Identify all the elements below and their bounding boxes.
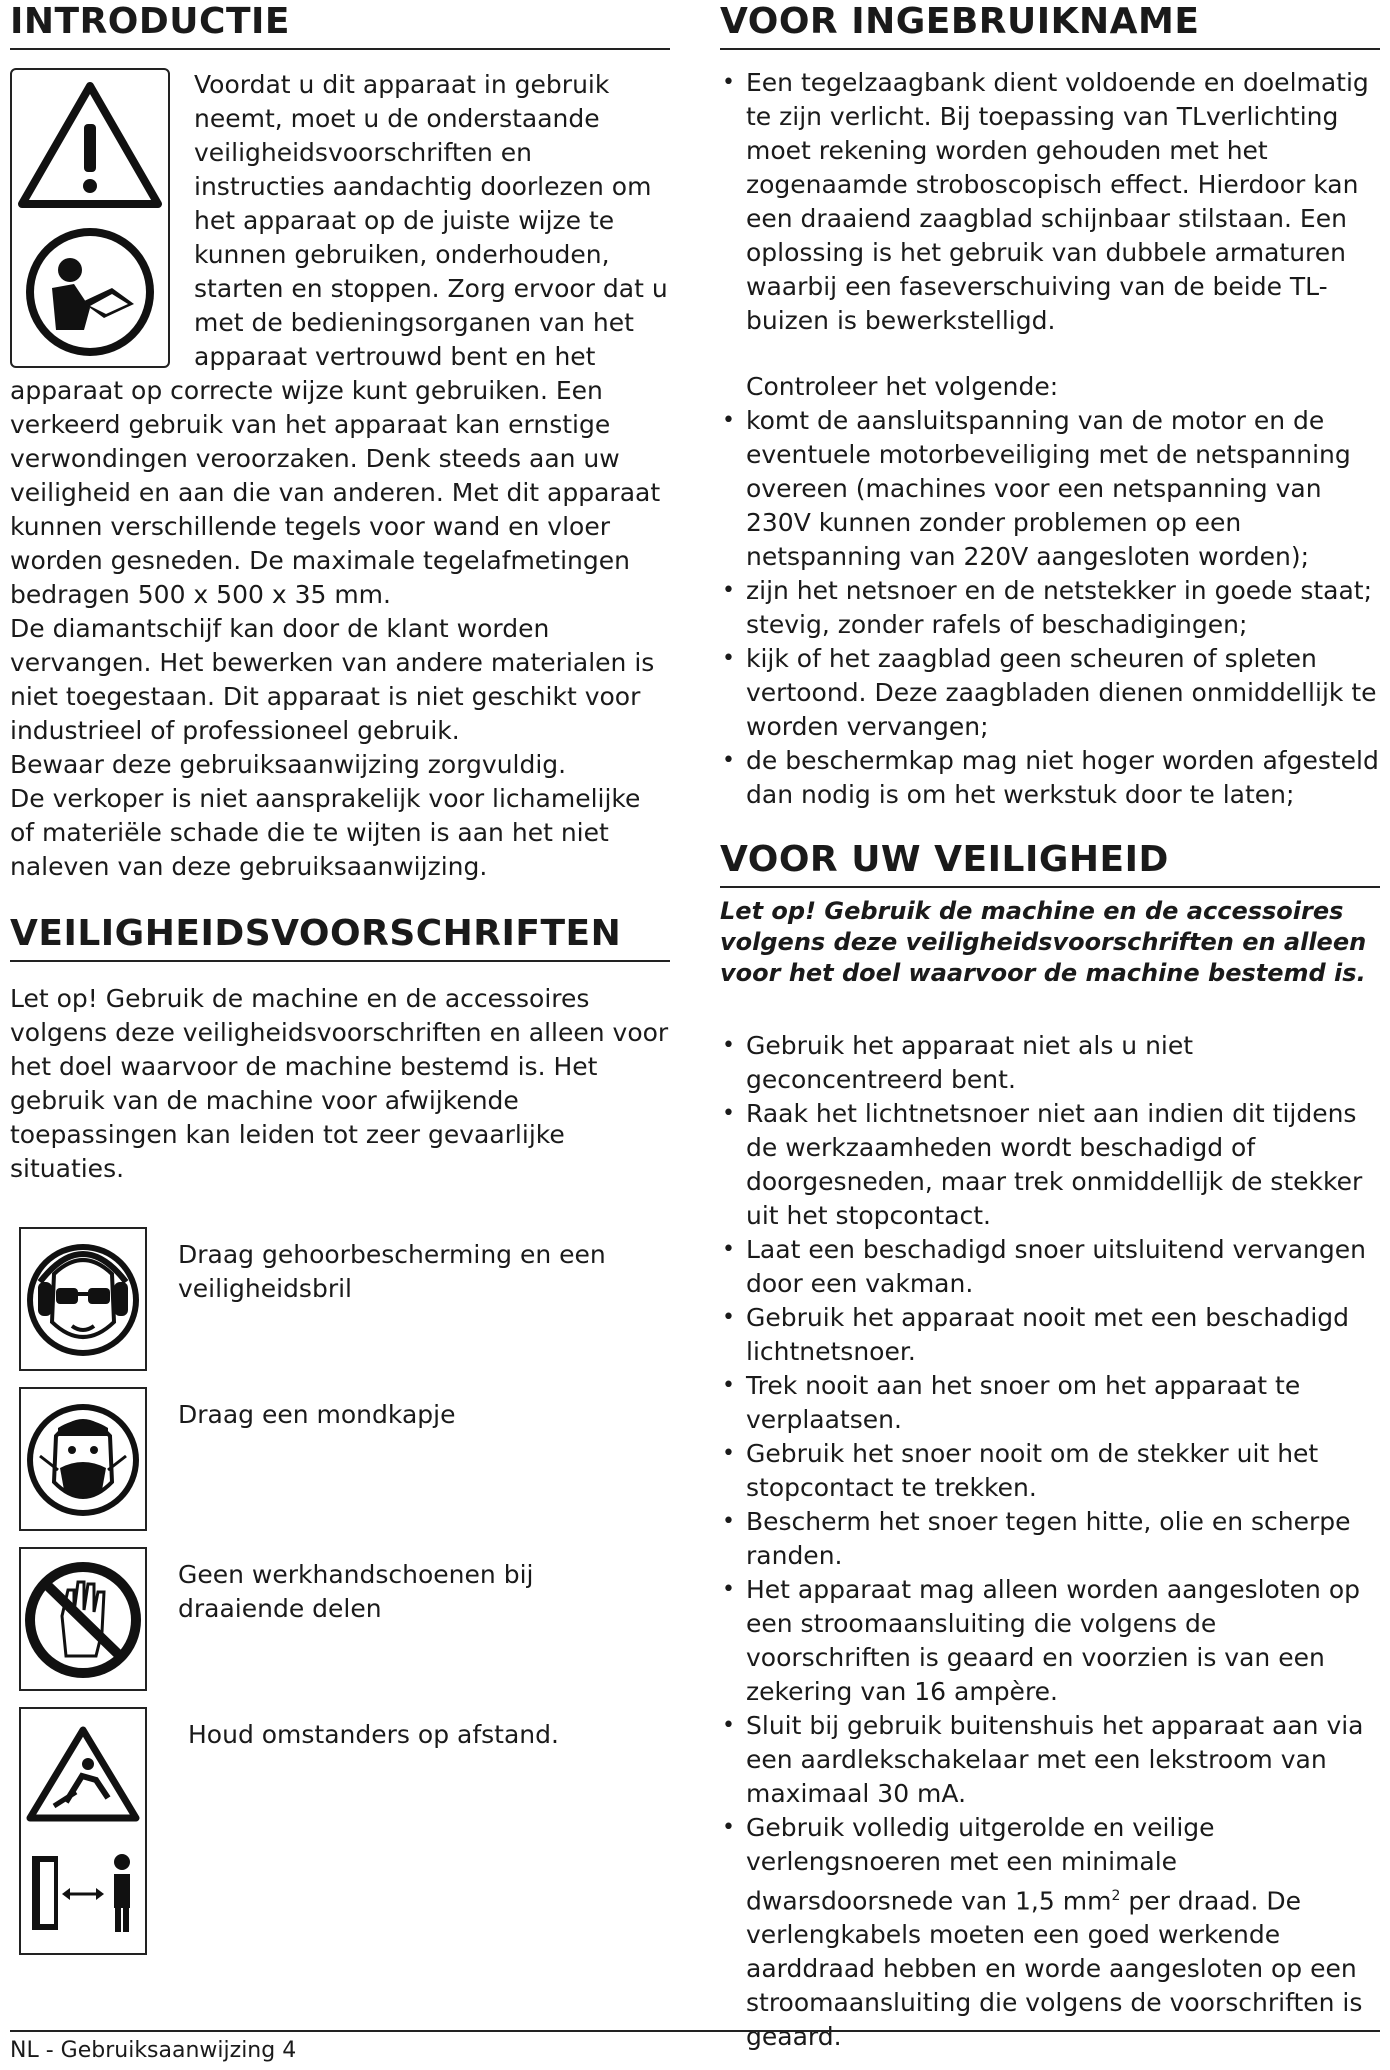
list-item: • Raak het lichtnetsnoer niet aan indien dit tijdens de werkzaamheden wordt beschadigd of doorgesneden, maar trek onmiddellijk de stekker uit het stopcontact. — [720, 1097, 1380, 1233]
footer-separator: - — [45, 2038, 54, 2063]
list-item: • de beschermkap mag niet hoger worden afgesteld dan nodig is om het werkstuk door te laten; — [720, 744, 1380, 812]
pictogram-row — [10, 1386, 670, 1546]
intro-block — [10, 68, 670, 884]
check-intro: Controleer het volgende: — [746, 372, 1059, 401]
no-gloves-icon — [18, 1546, 148, 1692]
pictogram-row — [10, 1226, 670, 1386]
list-item: • Gebruik het apparaat nooit met een beschadigd lichtnetsnoer. — [720, 1301, 1380, 1369]
intro-paragraph-4: De verkoper is niet aansprakelijk voor lichamelijke of materiële schade die te wijten is aan het niet naleven van deze gebruiksaanwijzing. — [10, 784, 641, 881]
list-item: • Gebruik het snoer nooit om de stekker uit het stopcontact te trekken. — [720, 1437, 1380, 1505]
safety-rules-heading: VEILIGHEIDSVOORSCHRIFTEN — [10, 912, 670, 962]
pictogram-label: Draag gehoorbescherming en een veiligheidsbril — [178, 1240, 606, 1303]
list-item-extension-cords — [720, 1811, 1380, 2054]
footer-page-number: 4 — [282, 2038, 297, 2063]
keep-bystanders-away-icon — [18, 1706, 148, 1956]
your-safety-heading: VOOR UW VEILIGHEID — [720, 838, 1380, 888]
safety-rules-text: Let op! Gebruik de machine en de accessoires volgens deze veiligheidsvoorschriften en alleen voor het doel waarvoor de machine bestemd is. Het gebruik van de machine voor afwijkende toepassingen kan leiden tot zeer gevaarlijke situaties. — [10, 984, 669, 1183]
pictogram-label: Draag een mondkapje — [178, 1400, 456, 1429]
left-column — [10, 0, 670, 1956]
intro-pictogram-panel — [10, 68, 170, 368]
list-item: • kijk of het zaagblad geen scheuren of spleten vertoond. Deze zaagbladen dienen onmiddellijk te worden vervangen; — [720, 642, 1380, 744]
list-item: • Laat een beschadigd snoer uitsluitend vervangen door een vakman. — [720, 1233, 1380, 1301]
list-item: • zijn het netsnoer en de netstekker in goede staat; stevig, zonder rafels of beschadigingen; — [720, 574, 1380, 642]
list-item: • Sluit bij gebruik buitenshuis het apparaat aan via een aardlekschakelaar met een lekstroom van maximaal 30 mA. — [720, 1709, 1380, 1811]
list-item: • Trek nooit aan het snoer om het apparaat te verplaatsen. — [720, 1369, 1380, 1437]
pictogram-label: Houd omstanders op afstand. — [188, 1720, 559, 1749]
before-use-heading: VOOR INGEBRUIKNAME — [720, 0, 1380, 50]
list-item: • Gebruik het apparaat niet als u niet geconcentreerd bent. — [720, 1029, 1380, 1097]
footer-title: Gebruiksaanwijzing — [60, 2038, 276, 2063]
safety-list — [720, 1029, 1380, 2054]
right-column — [720, 0, 1380, 2054]
pictogram-row — [10, 1706, 670, 1956]
list-item-text-a: Gebruik volledig uitgerolde en veilige verlengsnoeren met een minimale dwarsdoorsnede van 1,5 mm — [746, 1813, 1215, 1916]
intro-paragraph-2: De diamantschijf kan door de klant worden vervangen. Het bewerken van andere materialen is niet toegestaan. Dit apparaat is niet geschikt voor industrieel of professioneel gebruik. — [10, 614, 655, 745]
list-item: • Het apparaat mag alleen worden aangesloten op een stroomaansluiting die volgens de voorschriften is geaard en voorzien is van een zekering van 16 ampère. — [720, 1573, 1380, 1709]
list-item: • Bescherm het snoer tegen hitte, olie en scherpe randen. — [720, 1505, 1380, 1573]
list-item: • komt de aansluitspanning van de motor en de eventuele motorbeveiliging met de netspanning overeen (machines voor een netspanning van 230V kunnen zonder problemen op een netspanning van 220V aangesloten worden); — [720, 404, 1380, 574]
safety-warning: Let op! Gebruik de machine en de accessoires volgens deze veiligheidsvoorschriften en alleen voor het doel waarvoor de machine bestemd is. — [720, 897, 1367, 987]
intro-heading: INTRODUCTIE — [10, 0, 670, 50]
footer-language: NL — [10, 2038, 39, 2063]
pictogram-list — [10, 1226, 670, 1956]
intro-paragraph-3: Bewaar deze gebruiksaanwijzing zorgvuldig. — [10, 750, 567, 779]
superscript-2: 2 — [1111, 1888, 1121, 1904]
check-list — [720, 404, 1380, 812]
pictogram-label: Geen werkhandschoenen bij draaiende delen — [178, 1560, 534, 1623]
before-use-list — [720, 66, 1380, 338]
list-item-text-b: per draad. De verlengkabels moeten een goed werkende aarddraad hebben en worde aangesloten op een stroomaansluiting die volgens de voorschriften is geaard. — [746, 1886, 1363, 2052]
list-item: • Een tegelzaagbank dient voldoende en doelmatig te zijn verlicht. Bij toepassing van TLverlichting moet rekening worden gehouden met het zogenaamde stroboscopisch effect. Hierdoor kan een draaiend zaagblad schijnbaar stilstaan. Een oplossing is het gebruik van dubbele armaturen waarbij een faseverschuiving van de beide TL-buizen is bewerkstelligd. — [720, 66, 1380, 338]
page-footer — [10, 2030, 1380, 2063]
dust-mask-icon — [18, 1386, 148, 1532]
warning-triangle-icon — [12, 76, 168, 216]
ear-and-eye-protection-icon — [18, 1226, 148, 1372]
read-manual-icon — [12, 218, 168, 368]
pictogram-row — [10, 1546, 670, 1706]
intro-text: Voordat u dit apparaat in gebruik neemt, moet u de onderstaande veiligheidsvoorschriften en instructies aandachtig doorlezen om het apparaat op de juiste wijze te kunnen gebruiken, onderhouden, starten en stoppen. Zorg ervoor dat u met de bedieningsorganen van het apparaat vertrouwd bent en het apparaat op correcte wijze kunt gebruiken. Een verkeerd gebruik van het apparaat kan ernstige verwondingen veroorzaken. Denk steeds aan uw veiligheid en aan die van anderen. Met dit apparaat kunnen verschillende tegels voor wand en vloer worden gesneden. De maximale tegelafmetingen bedragen 500 x 500 x 35 mm. — [10, 70, 668, 609]
